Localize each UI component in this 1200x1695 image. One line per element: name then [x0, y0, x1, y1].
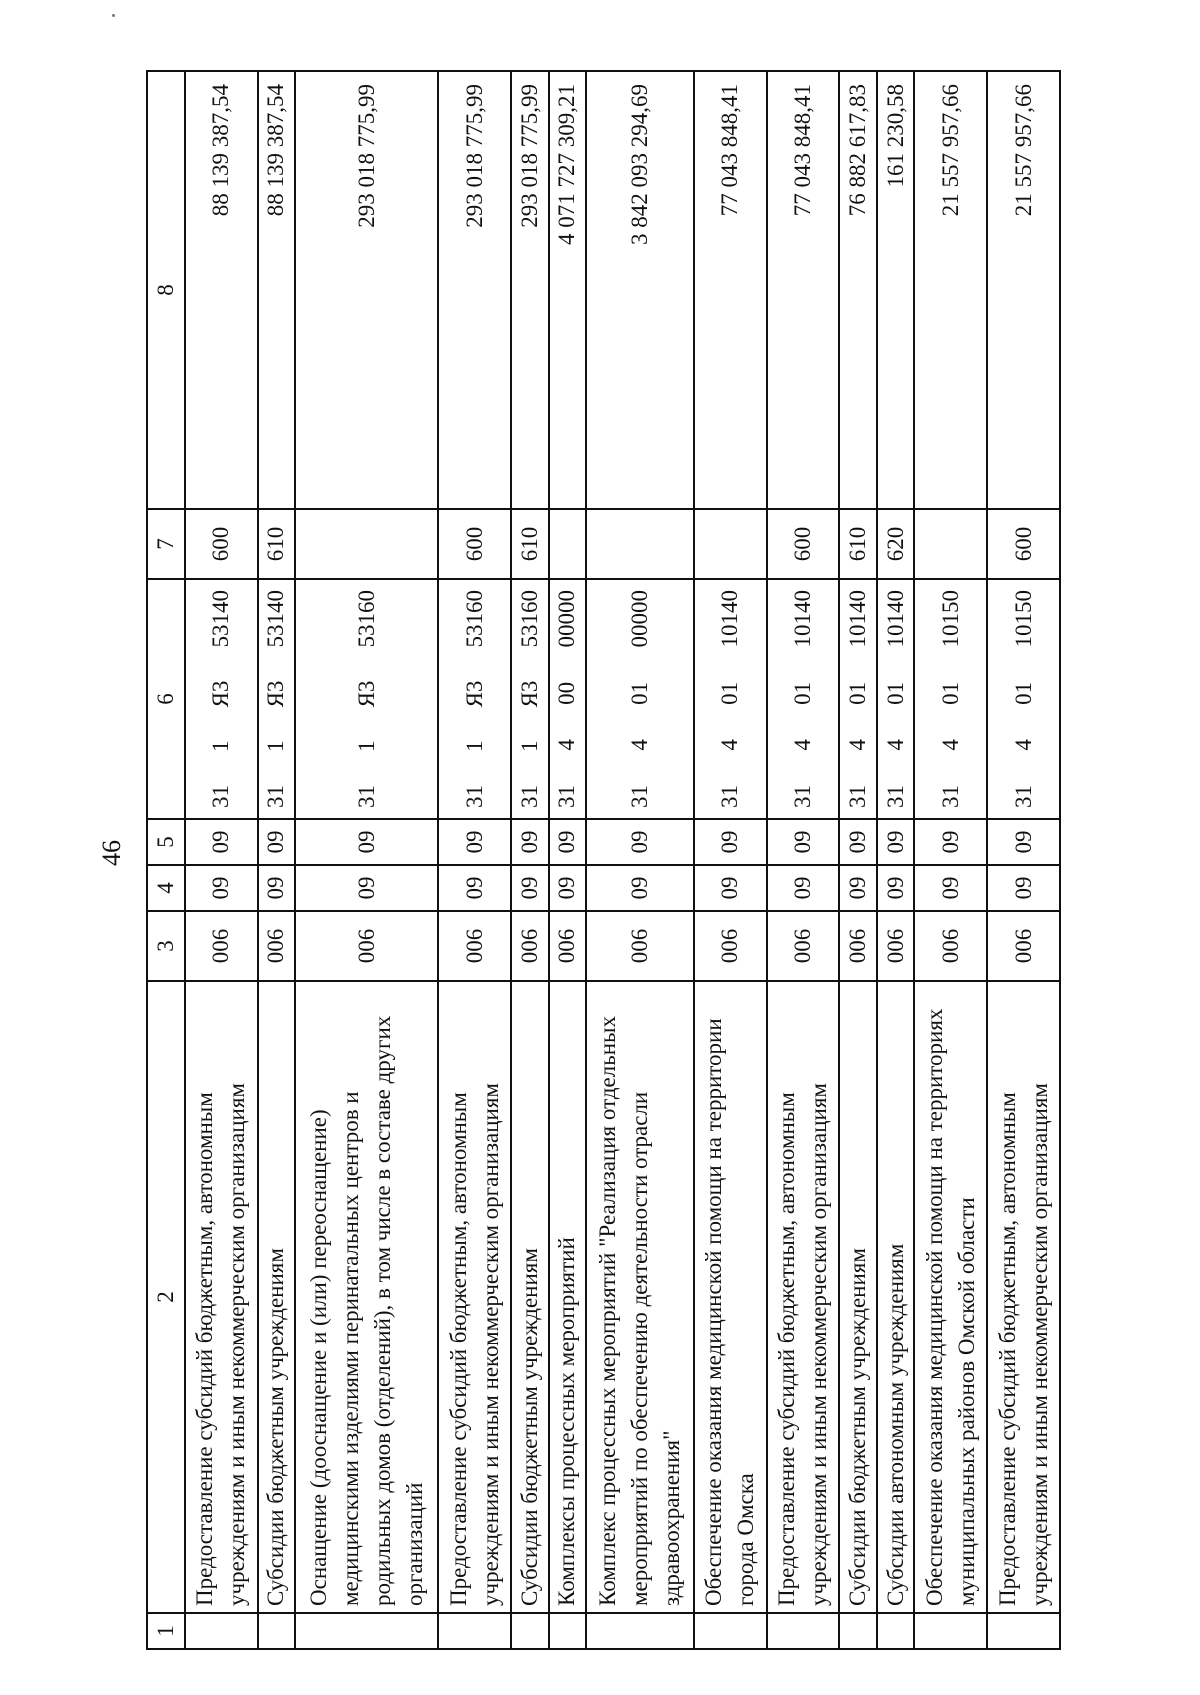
row-number-cell [549, 1613, 586, 1649]
amount-cell: 4 071 727 309,21 [549, 71, 586, 509]
item-name-cell: Оснащение (дооснащение и (или) переоснащение) медицинскими изделиями перинатальных центров и родильных домов (отделений), в том числе в составе других организаций [295, 981, 438, 1613]
expense-type-cell [586, 509, 694, 579]
target-article-part: 53140 [263, 590, 289, 648]
ministry-code-cell: 006 [511, 911, 548, 981]
row-number-cell [511, 1613, 548, 1649]
target-article-parts [714, 586, 746, 812]
target-article-parts [514, 586, 546, 812]
row-number-cell [839, 1613, 876, 1649]
table-row [549, 71, 586, 1649]
target-article-parts [351, 586, 383, 812]
target-article-part: 00000 [554, 590, 580, 648]
expense-type-cell: 600 [987, 509, 1060, 579]
target-article-parts [260, 586, 292, 812]
row-number-cell [767, 1613, 840, 1649]
amount-cell: 21 557 957,66 [987, 71, 1060, 509]
ministry-code-cell: 006 [839, 911, 876, 981]
row-number-cell [438, 1613, 511, 1649]
ministry-code-cell: 006 [987, 911, 1060, 981]
target-article-part: 31 [208, 785, 234, 808]
target-article-part: 31 [1010, 785, 1036, 808]
expense-type-cell: 600 [767, 509, 840, 579]
expense-type-cell: 620 [877, 509, 914, 579]
target-article-part: 31 [845, 785, 871, 808]
target-article-part: 53140 [208, 590, 234, 648]
target-article-part: 4 [627, 739, 653, 751]
amount-cell: 77 043 848,41 [767, 71, 840, 509]
target-article-part: 00 [554, 681, 580, 705]
budget-table-body [147, 71, 1060, 1649]
budget-table-page [146, 70, 1061, 1650]
target-article-part: Я3 [208, 680, 234, 708]
row-number-cell [586, 1613, 694, 1649]
target-article-parts [842, 586, 874, 812]
section-code-cell: 09 [295, 865, 438, 911]
item-name-cell: Предоставление субсидий бюджетным, автономным учреждениям и иным некоммерческим организациям [438, 981, 511, 1613]
item-name-cell: Комплексы процессных мероприятий [549, 981, 586, 1613]
target-article-cell [586, 579, 694, 819]
section-code-cell: 09 [511, 865, 548, 911]
budget-table [146, 70, 1061, 1650]
target-article-part: 10150 [1010, 590, 1036, 648]
section-code-cell: 09 [586, 865, 694, 911]
row-number-cell [258, 1613, 295, 1649]
target-article-part: 4 [790, 739, 816, 751]
target-article-parts [624, 586, 656, 812]
target-article-part: 00000 [627, 590, 653, 648]
column-header: 4 [147, 865, 185, 911]
target-article-cell [185, 579, 258, 819]
target-article-part: 1 [461, 740, 487, 752]
amount-cell: 76 882 617,83 [839, 71, 876, 509]
subsection-code-cell: 09 [839, 819, 876, 865]
target-article-part: Я3 [263, 680, 289, 708]
target-article-part: 10140 [882, 590, 908, 648]
target-article-parts [935, 586, 967, 812]
target-article-parts [1008, 586, 1040, 812]
target-article-part: 01 [937, 681, 963, 705]
target-article-cell [549, 579, 586, 819]
table-row [185, 71, 258, 1649]
target-article-parts [787, 586, 819, 812]
section-code-cell: 09 [839, 865, 876, 911]
ministry-code-cell: 006 [694, 911, 767, 981]
expense-type-cell [549, 509, 586, 579]
target-article-part: 10140 [717, 590, 743, 648]
target-article-part: 1 [208, 740, 234, 752]
ministry-code-cell: 006 [877, 911, 914, 981]
item-name-cell: Обеспечение оказания медицинской помощи на территориях муниципальных районов Омской области [914, 981, 987, 1613]
target-article-part: 01 [882, 681, 908, 705]
table-row [877, 71, 914, 1649]
ministry-code-cell: 006 [586, 911, 694, 981]
amount-cell: 77 043 848,41 [694, 71, 767, 509]
expense-type-cell [914, 509, 987, 579]
section-code-cell: 09 [694, 865, 767, 911]
item-name-cell: Предоставление субсидий бюджетным, автономным учреждениям и иным некоммерческим организациям [767, 981, 840, 1613]
subsection-code-cell: 09 [549, 819, 586, 865]
section-code-cell: 09 [258, 865, 295, 911]
table-row [694, 71, 767, 1649]
target-article-parts [880, 586, 912, 812]
target-article-cell [511, 579, 548, 819]
target-article-cell [258, 579, 295, 819]
target-article-part: 4 [717, 739, 743, 751]
section-code-cell: 09 [185, 865, 258, 911]
item-name-cell: Субсидии бюджетным учреждениям [258, 981, 295, 1613]
table-row [258, 71, 295, 1649]
item-name-cell: Субсидии бюджетным учреждениям [511, 981, 548, 1613]
target-article-part: 31 [937, 785, 963, 808]
amount-cell: 88 139 387,54 [185, 71, 258, 509]
subsection-code-cell: 09 [438, 819, 511, 865]
section-code-cell: 09 [438, 865, 511, 911]
target-article-parts [205, 586, 237, 812]
target-article-cell [987, 579, 1060, 819]
item-name-cell: Комплекс процессных мероприятий "Реализация отдельных мероприятий по обеспечению деятельности отрасли здравоохранения" [586, 981, 694, 1613]
target-article-part: 4 [882, 739, 908, 751]
target-article-part: Я3 [461, 680, 487, 708]
ministry-code-cell: 006 [549, 911, 586, 981]
target-article-part: 1 [263, 740, 289, 752]
target-article-part: 31 [516, 785, 542, 808]
subsection-code-cell: 09 [694, 819, 767, 865]
subsection-code-cell: 09 [767, 819, 840, 865]
column-header: 7 [147, 509, 185, 579]
expense-type-cell: 600 [185, 509, 258, 579]
target-article-cell [877, 579, 914, 819]
page-number: 46 [97, 840, 126, 866]
table-row [295, 71, 438, 1649]
target-article-part: 01 [1010, 681, 1036, 705]
target-article-part: 31 [353, 785, 379, 808]
table-row [511, 71, 548, 1649]
target-article-part: 4 [554, 739, 580, 751]
target-article-part: 53160 [516, 590, 542, 648]
amount-cell: 88 139 387,54 [258, 71, 295, 509]
ministry-code-cell: 006 [185, 911, 258, 981]
target-article-part: 31 [554, 785, 580, 808]
target-article-parts [551, 586, 583, 812]
column-header: 1 [147, 1613, 185, 1649]
column-header: 2 [147, 981, 185, 1613]
target-article-cell [767, 579, 840, 819]
ministry-code-cell: 006 [438, 911, 511, 981]
ministry-code-cell: 006 [767, 911, 840, 981]
amount-cell: 3 842 093 294,69 [586, 71, 694, 509]
section-code-cell: 09 [549, 865, 586, 911]
subsection-code-cell: 09 [987, 819, 1060, 865]
target-article-part: 53160 [461, 590, 487, 648]
row-number-cell [295, 1613, 438, 1649]
target-article-part: 31 [790, 785, 816, 808]
amount-cell: 293 018 775,99 [438, 71, 511, 509]
item-name-cell: Субсидии бюджетным учреждениям [839, 981, 876, 1613]
target-article-part: 10140 [845, 590, 871, 648]
target-article-part: 31 [717, 785, 743, 808]
expense-type-cell: 610 [839, 509, 876, 579]
column-header: 5 [147, 819, 185, 865]
target-article-part: 31 [263, 785, 289, 808]
target-article-part: 10150 [937, 590, 963, 648]
target-article-parts [459, 586, 491, 812]
target-article-part: 53160 [353, 590, 379, 648]
target-article-cell [914, 579, 987, 819]
target-article-part: 1 [353, 740, 379, 752]
expense-type-cell [295, 509, 438, 579]
target-article-part: 31 [882, 785, 908, 808]
subsection-code-cell: 09 [914, 819, 987, 865]
section-code-cell: 09 [987, 865, 1060, 911]
expense-type-cell [694, 509, 767, 579]
item-name-cell: Субсидии автономным учреждениям [877, 981, 914, 1613]
target-article-part: 01 [627, 681, 653, 705]
subsection-code-cell: 09 [586, 819, 694, 865]
target-article-part: 10140 [790, 590, 816, 648]
target-article-part: 1 [516, 740, 542, 752]
target-article-part: 01 [717, 681, 743, 705]
expense-type-cell: 600 [438, 509, 511, 579]
ministry-code-cell: 006 [914, 911, 987, 981]
ministry-code-cell: 006 [295, 911, 438, 981]
target-article-cell [295, 579, 438, 819]
section-code-cell: 09 [914, 865, 987, 911]
section-code-cell: 09 [877, 865, 914, 911]
target-article-cell [694, 579, 767, 819]
column-header: 3 [147, 911, 185, 981]
target-article-part: Я3 [516, 680, 542, 708]
amount-cell: 21 557 957,66 [914, 71, 987, 509]
expense-type-cell: 610 [511, 509, 548, 579]
subsection-code-cell: 09 [511, 819, 548, 865]
target-article-part: 4 [845, 739, 871, 751]
row-number-cell [185, 1613, 258, 1649]
subsection-code-cell: 09 [295, 819, 438, 865]
expense-type-cell: 610 [258, 509, 295, 579]
target-article-part: 31 [627, 785, 653, 808]
table-row [839, 71, 876, 1649]
target-article-part: 31 [461, 785, 487, 808]
subsection-code-cell: 09 [185, 819, 258, 865]
target-article-part: 01 [790, 681, 816, 705]
target-article-part: 4 [937, 739, 963, 751]
target-article-cell [839, 579, 876, 819]
target-article-part: Я3 [353, 680, 379, 708]
header-row [147, 71, 185, 1649]
amount-cell: 293 018 775,99 [295, 71, 438, 509]
table-row [438, 71, 511, 1649]
item-name-cell: Обеспечение оказания медицинской помощи на территории города Омска [694, 981, 767, 1613]
target-article-part: 4 [1010, 739, 1036, 751]
item-name-cell: Предоставление субсидий бюджетным, автономным учреждениям и иным некоммерческим организациям [987, 981, 1060, 1613]
table-row [914, 71, 987, 1649]
subsection-code-cell: 09 [877, 819, 914, 865]
section-code-cell: 09 [767, 865, 840, 911]
table-row [767, 71, 840, 1649]
ministry-code-cell: 006 [258, 911, 295, 981]
row-number-cell [914, 1613, 987, 1649]
amount-cell: 293 018 775,99 [511, 71, 548, 509]
scan-speck [112, 14, 115, 17]
amount-cell: 161 230,58 [877, 71, 914, 509]
row-number-cell [877, 1613, 914, 1649]
row-number-cell [694, 1613, 767, 1649]
column-header: 8 [147, 71, 185, 509]
row-number-cell [987, 1613, 1060, 1649]
target-article-part: 01 [845, 681, 871, 705]
table-row [586, 71, 694, 1649]
item-name-cell: Предоставление субсидий бюджетным, автономным учреждениям и иным некоммерческим организациям [185, 981, 258, 1613]
target-article-cell [438, 579, 511, 819]
subsection-code-cell: 09 [258, 819, 295, 865]
column-header: 6 [147, 579, 185, 819]
table-row [987, 71, 1060, 1649]
